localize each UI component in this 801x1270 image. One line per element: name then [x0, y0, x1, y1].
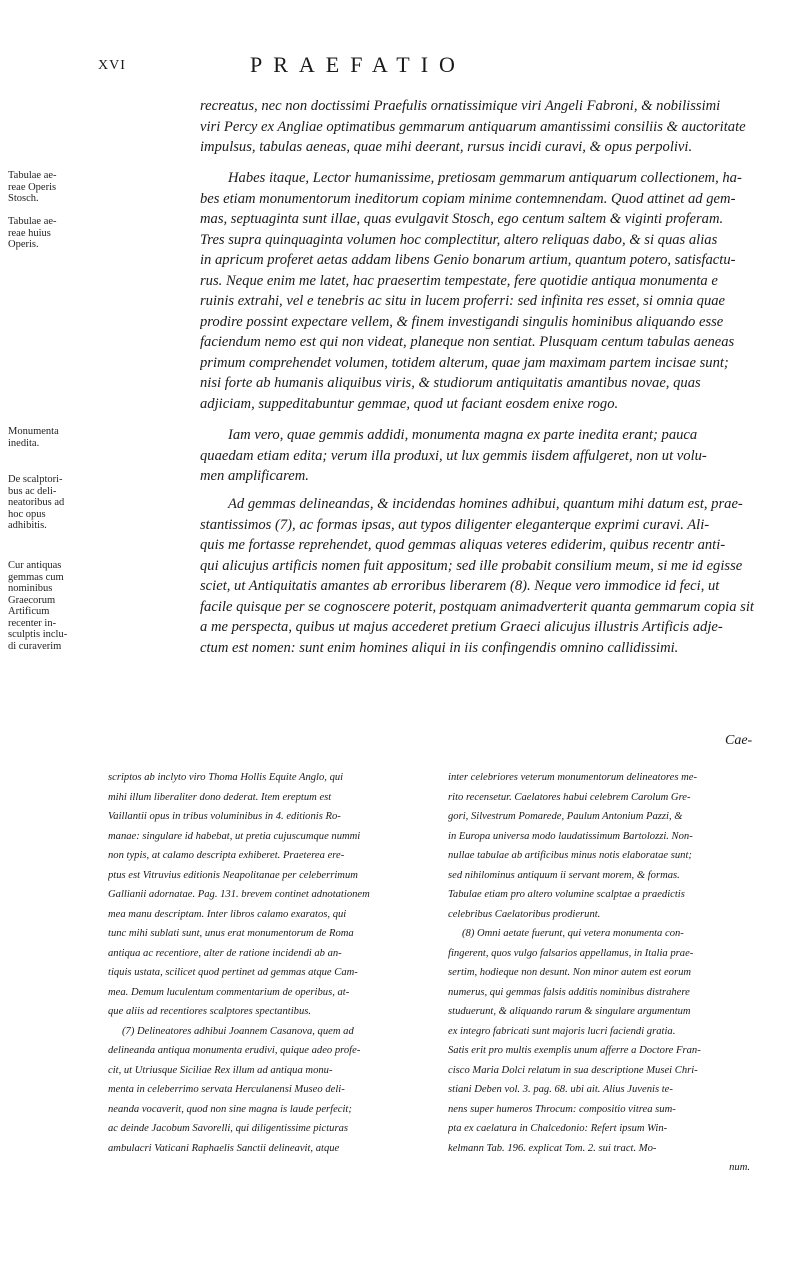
- footnote-line: mea manu descriptam. Inter libros calamo exaratos, qui: [108, 908, 347, 920]
- text-line: rus. Neque enim me latet, hac praesertim tempestate, fere quotidie antiqua monumenta e: [200, 272, 718, 289]
- text-line: prodire possint expectare vellem, & finem investigandi singulis hominibus aliquando esse: [200, 313, 724, 330]
- footnote-line: celebribus Caelatoribus prodierunt.: [448, 908, 601, 920]
- text-line: men amplificarem.: [200, 468, 309, 484]
- footnote-line: que aliis ad recentiores scalptores spectantibus.: [108, 1006, 312, 1017]
- text-line: ctum est nomen: sunt enim homines aliqui in iis confingendis omnino callidissimi.: [200, 639, 679, 656]
- footnote-line: manae: singulare id habebat, ut pretia cujuscumque nummi: [108, 830, 361, 842]
- footnote-line: cisco Maria Dolci relatum in sua descriptione Musei Chri-: [448, 1064, 698, 1076]
- footnote-line: num.: [729, 1162, 750, 1173]
- footnote-line: menta in celeberrimo servata Herculanensi Museo deli-: [108, 1084, 345, 1095]
- footnote-line: fingerent, quos vulgo falsarios appellamus, in Italia prae-: [448, 947, 694, 959]
- text-line: bes etiam monumentorum ineditorum copiam minime contemnendam. Quod attinet ad gem-: [200, 190, 736, 207]
- paragraph-4: [200, 494, 760, 658]
- footnote-line: non typis, at calamo descripta exhiberet. Praeterea ere-: [108, 850, 345, 861]
- footnote-line: nullae tabulae ab artificibus minus notis elaboratae sunt;: [448, 850, 692, 861]
- footnote-line: Satis erit pro multis exemplis unum afferre a Doctore Fran-: [448, 1045, 701, 1056]
- footnote-line: mea. Demum luculentum commentarium de operibus, at-: [108, 986, 350, 998]
- margin-note: Tabulae ae- reae huius Operis.: [8, 216, 57, 250]
- footnote-line: scriptos ab inclyto viro Thoma Hollis Equite Anglo, qui: [108, 772, 344, 783]
- footnote-line: sed nihilominus antiquum ii servant morem, & formas.: [448, 869, 680, 881]
- footnote-line: numerus, qui gemmas falsis additis nominibus distrahere: [448, 986, 690, 998]
- margin-note: Cur antiquas gemmas cum nominibus Graecorum Artificum recenter in- sculptis inclu- di curaverim: [8, 560, 68, 652]
- footnote-line: neanda vocaverit, quod non sine magna is laude perfecit;: [108, 1103, 352, 1115]
- footnote-line: tunc mihi sublati sunt, unus erat monumentorum de Roma: [108, 928, 354, 939]
- footnote-line: ex integro fabricati sunt majoris lucri faciendi gratia.: [448, 1025, 676, 1037]
- footnote-line: kelmann Tab. 196. explicat Tom. 2. sui tract. Mo-: [448, 1142, 657, 1154]
- text-line: quis me fortasse reprehendet, quod gemmas aliquas veteres ediderim, quibus recentr anti-: [200, 537, 726, 553]
- footnote-line: gori, Silvestrum Pomarede, Paulum Antonium Pazzi, &: [448, 811, 683, 822]
- footnote-line: delineanda antiqua monumenta erudivi, quique adeo profe-: [108, 1045, 361, 1056]
- text-line: impulsus, tabulas aeneas, quae mihi deerant, rursus incidi curavi, & opus perpolivi.: [200, 139, 693, 155]
- footnote-line: cit, ut Utriusque Siciliae Rex illum ad antiqua monu-: [108, 1064, 333, 1076]
- footnote-line: sertim, hodieque non desunt. Non minor autem est eorum: [448, 967, 692, 978]
- paragraph-3: [200, 425, 760, 487]
- footnote-line: Vaillantii opus in tribus voluminibus in 4. editionis Ro-: [108, 811, 341, 822]
- text-line: quaedam etiam edita; verum illa produxi, ut lux gemmis iisdem affulgeret, non ut volu-: [200, 447, 707, 464]
- paragraph-2: [200, 168, 760, 414]
- footnote-line: Tabulae etiam pro altero volumine scalptae a praedictis: [448, 889, 685, 900]
- footnote-line: antiqua ac recentiore, alter de ratione incidendi ab an-: [108, 947, 342, 959]
- paragraph-1: [200, 96, 760, 158]
- footnote-line: in Europa universa modo laudatissimum Bartolozzi. Non-: [448, 830, 693, 842]
- footnote-line: inter celebriores veterum monumentorum delineatores me-: [448, 772, 697, 783]
- margin-note: De scalptori- bus ac deli- neatoribus ad hoc opus adhibitis.: [8, 474, 65, 531]
- margin-note: Tabulae ae- reae Operis Stosch.: [8, 170, 57, 204]
- footnote-line: mihi illum liberaliter dono dederat. Item ereptum est: [108, 791, 332, 803]
- footnote-line: stiani Deben vol. 3. pag. 68. ubi ait. Alius Juvenis te-: [448, 1084, 673, 1095]
- text-line: mas, septuaginta sunt illae, quas evulgavit Stosch, ego centum saltem & viginti proferam.: [200, 211, 724, 227]
- running-title: PRAEFATIO: [250, 52, 466, 77]
- text-line: stantissimos (7), ac formas ipsas, aut typos diligenter eleganterque exprimi curavi. Ali-: [200, 516, 710, 533]
- footnote-line: rito recensetur. Caelatores habui celebrem Carolum Gre-: [448, 791, 691, 803]
- footnote-line: (8) Omni aetate fuerunt, qui vetera monumenta con-: [462, 928, 684, 939]
- text-line: recreatus, nec non doctissimi Praefulis ornatissimique viri Angeli Fabroni, & nobilissimi: [200, 98, 721, 114]
- footnote-line: (7) Delineatores adhibui Joannem Casanova, quem ad: [122, 1025, 354, 1037]
- text-line: Ad gemmas delineandas, & incidendas homines adhibui, quantum mihi datum est, prae-: [228, 496, 743, 512]
- text-line: primum comprehendet volumen, totidem alterum, quae jam maximam partem incisae sunt;: [200, 354, 729, 371]
- text-line: Habes itaque, Lector humanissime, pretiosam gemmarum antiquarum collectionem, ha-: [228, 170, 742, 186]
- footnotes-left-column: [108, 768, 420, 1158]
- text-line: facile quisque per se cognoscere poterit, postquam animadverterit quanta gemmarum copia sit: [200, 598, 754, 615]
- text-line: a me perspecta, quibus ut majus accederet pretium Graeci alicujus illustris Artificis adje-: [200, 619, 723, 635]
- margin-note: Monumenta inedita.: [8, 426, 59, 449]
- footnotes-right-column: [448, 768, 760, 1178]
- footnote-line: ptus est Vitruvius editionis Neapolitanae per celeberrimum: [108, 869, 358, 881]
- footnote-line: nens super humeros Throcum: compositio vitrea sum-: [448, 1103, 676, 1115]
- text-line: qui alicujus artificis nomen fuit appositum; sed ille probabit consilium meum, si me id egisse: [200, 557, 743, 574]
- catchword: Cae-: [725, 733, 753, 748]
- footnote-line: studuerunt, & aliquando rarum & singulare argumentum: [448, 1006, 691, 1017]
- text-line: adjiciam, suppeditabuntur gemmae, quod ut faciant eosdem enixe rogo.: [200, 395, 619, 412]
- text-line: in apricum proferet aetas addam libens Genio bonarum artium, quantum potero, satisfactu-: [200, 252, 736, 268]
- page-number: XVI: [98, 58, 126, 73]
- text-line: sciet, ut Antiquitatis amantes ab erroribus liberarem (8). Neque vero immodice id feci, ut: [200, 578, 720, 594]
- text-line: Tres supra quinquaginta volumen hoc complectitur, altero reliquas dabo, & si quas alias: [200, 231, 718, 248]
- text-line: Iam vero, quae gemmis addidi, monumenta magna ex parte inedita erant; pauca: [228, 427, 698, 443]
- text-line: nisi forte ab humanis aliquibus viris, & studiorum antiquitatis amantibus novae, quas: [200, 375, 701, 391]
- footnote-line: tiquis ustata, scilicet quod pertinet ad gemmas atque Cam-: [108, 967, 358, 978]
- text-line: faciendum nemo est qui non videat, planeque non sentiat. Plusquam centum tabulas aeneas: [200, 334, 735, 350]
- text-line: ruinis extrahi, vel e tenebris ac situ in lucem proferri: sed infinita res esset, si omnia quae: [200, 293, 726, 309]
- footnote-line: pta ex caelatura in Chalcedonio: Refert ipsum Win-: [448, 1123, 668, 1134]
- text-line: viri Percy ex Angliae optimatibus gemmarum antiquarum amantissimi consiliis & auctoritate: [200, 118, 746, 135]
- footnote-line: ambulacri Vaticani Raphaelis Sanctii delineavit, atque: [108, 1142, 340, 1154]
- footnote-line: Gallianii adornatae. Pag. 131. brevem continet adnotationem: [108, 889, 370, 900]
- footnote-line: ac deinde Jacobum Savorelli, qui diligentissime picturas: [108, 1123, 348, 1134]
- page-header: [0, 52, 801, 82]
